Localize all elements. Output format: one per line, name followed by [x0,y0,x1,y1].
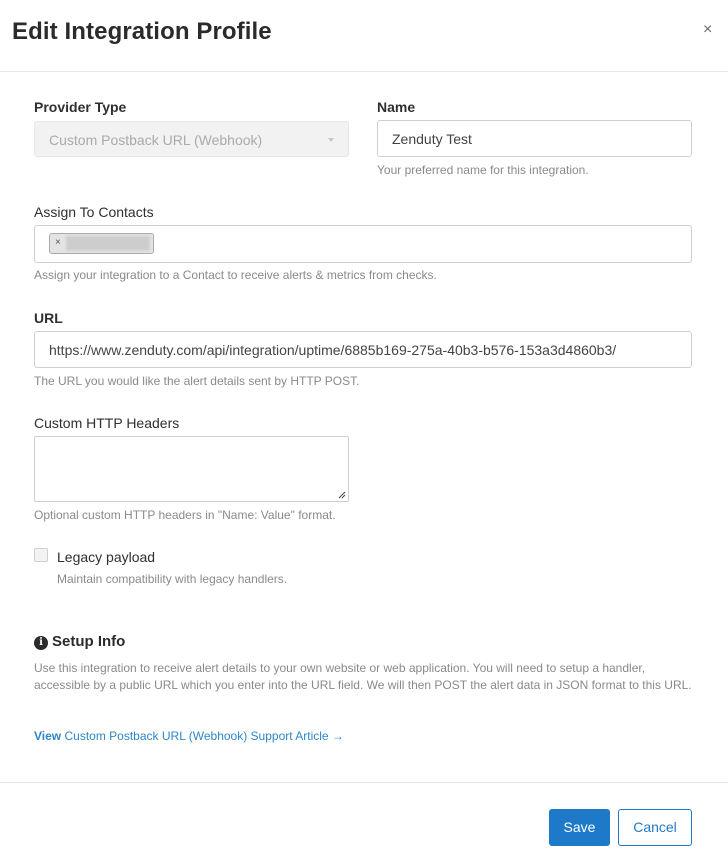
name-label: Name [377,99,416,115]
resize-grip-icon[interactable] [338,491,346,499]
modal-header [0,0,728,72]
close-icon[interactable]: × [703,21,713,38]
url-input-value: https://www.zenduty.com/api/integration/uptime/6885b169-275a-40b3-b576-153a3d4860b3/ [49,342,617,358]
headers-textarea[interactable] [34,436,349,502]
cancel-button[interactable]: Cancel [618,809,692,846]
contacts-input[interactable] [34,225,692,263]
legacy-payload-checkbox[interactable] [34,548,48,562]
setup-info-title [34,633,125,650]
chevron-down-icon [328,138,334,142]
contact-tag [49,233,154,254]
provider-type-select [34,121,349,157]
modal-footer [0,782,728,856]
url-input[interactable] [34,331,692,368]
setup-info-body: Use this integration to receive alert details to your own website or web application. You will need to setup a handler, accessible by a public URL which you enter into the URL field. We will then POST the alert data in JSON format to this URL. [34,661,692,692]
support-article-link[interactable] [34,729,344,743]
contact-tag-name [66,236,150,251]
name-input[interactable] [377,120,692,157]
contacts-label: Assign To Contacts [34,204,154,220]
legacy-payload-help: Maintain compatibility with legacy handlers. [57,572,288,586]
modal-title: Edit Integration Profile [12,18,272,45]
headers-help: Optional custom HTTP headers in "Name: Value" format. [34,508,336,522]
headers-label: Custom HTTP Headers [34,415,180,431]
provider-type-label: Provider Type [34,99,127,115]
provider-type-value: Custom Postback URL (Webhook) [49,132,263,148]
contacts-help: Assign your integration to a Contact to receive alerts & metrics from checks. [34,268,437,282]
info-icon: i [34,636,48,650]
name-help: Your preferred name for this integration. [377,163,589,177]
support-link-text: Custom Postback URL (Webhook) Support Article → [64,729,344,743]
remove-tag-icon[interactable]: × [55,237,61,248]
save-button[interactable]: Save [549,809,610,846]
support-link-prefix: View [34,729,62,743]
name-input-value: Zenduty Test [392,131,472,147]
url-label: URL [34,310,63,326]
setup-info-title-text: Setup Info [52,633,126,650]
legacy-payload-label[interactable]: Legacy payload [57,549,156,565]
url-help: The URL you would like the alert details sent by HTTP POST. [34,374,360,388]
